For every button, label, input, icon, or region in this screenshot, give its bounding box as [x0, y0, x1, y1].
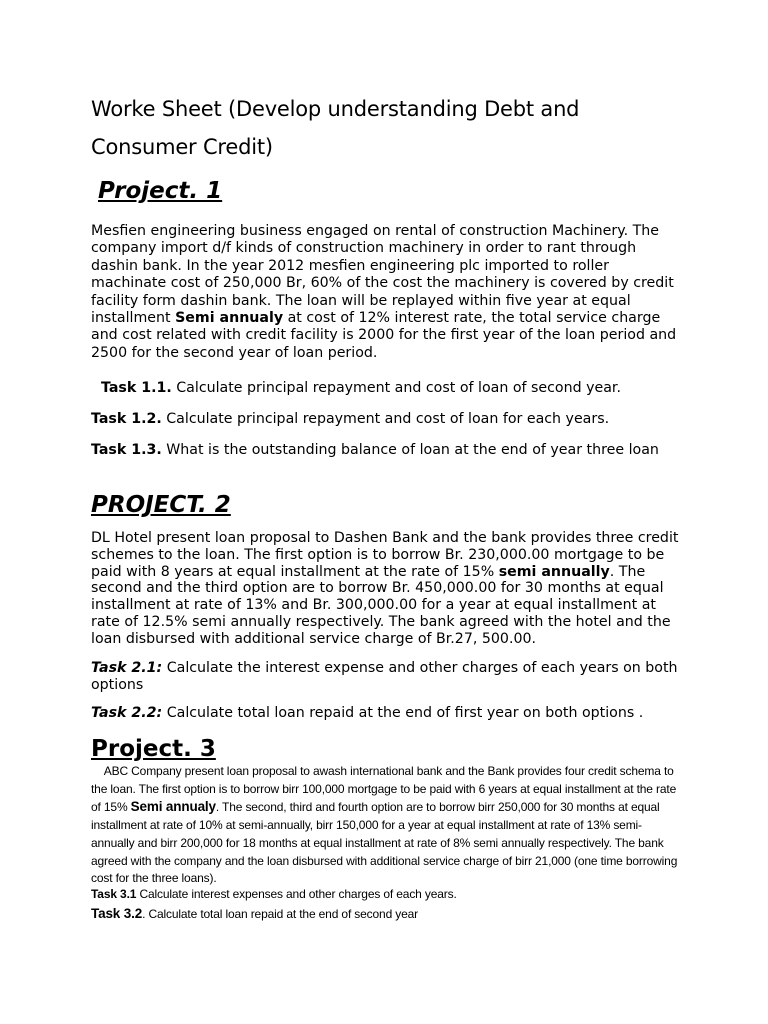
project-1-text-b: at cost of 12% interest rate, the total service charge and cost related with credit facility is 2000 for the first year of the loan period and 2500 for the second year of loan period. [91, 310, 677, 361]
task-3-2-text: . Calculate total loan repaid at the end of second year [142, 907, 419, 921]
task-1-2-label: Task 1.2. [91, 411, 162, 427]
project-1-heading: Project. 1 [98, 178, 223, 204]
task-1-1-text: Calculate principal repayment and cost of loan of second year. [171, 380, 621, 396]
title-line-2: Consumer Credit) [91, 135, 273, 159]
task-2-1-label: Task 2.1: [91, 660, 163, 676]
task-3-1-label: Task 3.1 [91, 887, 137, 901]
project-3-text-a: ABC Company present loan proposal to awash international bank and the Bank provides four credit schema to the loan. The first option is to borrow birr 100,000 mortgage to be paid with 6 years at equal installment at the rate of 15% [91, 764, 677, 815]
task-1-3-label: Task 1.3. [91, 442, 162, 458]
task-2-2 [91, 705, 681, 722]
task-2-2-text: Calculate total loan repaid at the end of first year on both options . [162, 705, 644, 721]
task-1-3-text: What is the outstanding balance of loan at the end of year three loan [161, 442, 659, 458]
project-1-paragraph [91, 223, 681, 362]
project-3-text-bold: Semi annualy [130, 799, 216, 815]
document-title [91, 90, 691, 166]
task-1-2 [91, 411, 681, 428]
task-1-1-label: Task 1.1. [101, 380, 172, 396]
task-2-1-text: Calculate the interest expense and other charges of each years on both options [91, 660, 678, 693]
project-3-heading: Project. 3 [91, 736, 216, 762]
title-line-1: Worke Sheet (Develop understanding Debt and [91, 97, 580, 121]
project-3-paragraph [91, 763, 681, 888]
project-2-paragraph [91, 530, 681, 648]
task-3-1-text: Calculate interest expenses and other charges of each years. [136, 887, 457, 901]
task-2-2-label: Task 2.2: [91, 705, 163, 721]
project-2-text-bold: semi annually [498, 563, 610, 580]
project-2-heading: PROJECT. 2 [91, 492, 231, 518]
project-1-text-bold: Semi annualy [175, 310, 284, 327]
task-3-2 [91, 905, 681, 924]
task-1-1 [101, 380, 691, 397]
project-2-text-a: DL Hotel present loan proposal to Dashen Bank and the bank provides three credit schemes to the loan. The first option is to borrow Br. 230,000.00 mortgage to be paid with 8 years at equal installment at the rate of 15% [91, 530, 679, 580]
project-3-text-b: . The second, third and fourth option are to borrow birr 250,000 for 30 months at equal installment at rate of 10% at semi-annually, birr 150,000 for a year at equal installment at rate of 13% semi-annually and birr 200,000 for 18 months at equal installment at rate of 8% semi annually respectively. The bank agreed with the company and the loan disbursed with additional service charge of birr 21,000 (one time borrowing cost for the three loans). [91, 800, 678, 886]
task-3-2-label: Task 3.2 [91, 906, 143, 921]
task-2-1 [91, 660, 681, 694]
task-1-3 [91, 442, 681, 459]
project-1-text-a: Mesfien engineering business engaged on rental of construction Machinery. The company import d/f kinds of construction machinery in order to rant through dashin bank. In the year 2012 mesfien engineering plc imported to roller machinate cost of 250,000 Br, 60% of the cost the machinery is covered by credit facility form dashin bank. The loan will be replayed within five year at equal installment [91, 223, 674, 327]
task-3-1 [91, 886, 681, 904]
task-1-2-text: Calculate principal repayment and cost of loan for each years. [161, 411, 610, 427]
project-2-text-b: . The second and the third option are to borrow Br. 450,000.00 for 30 months at equal installment at rate of 13% and Br. 300,000.00 for a year at equal installment at rate of 12.5% semi annually respectively. The bank agreed with the hotel and the loan disbursed with additional service charge of Br.27, 500.00. [91, 563, 671, 647]
